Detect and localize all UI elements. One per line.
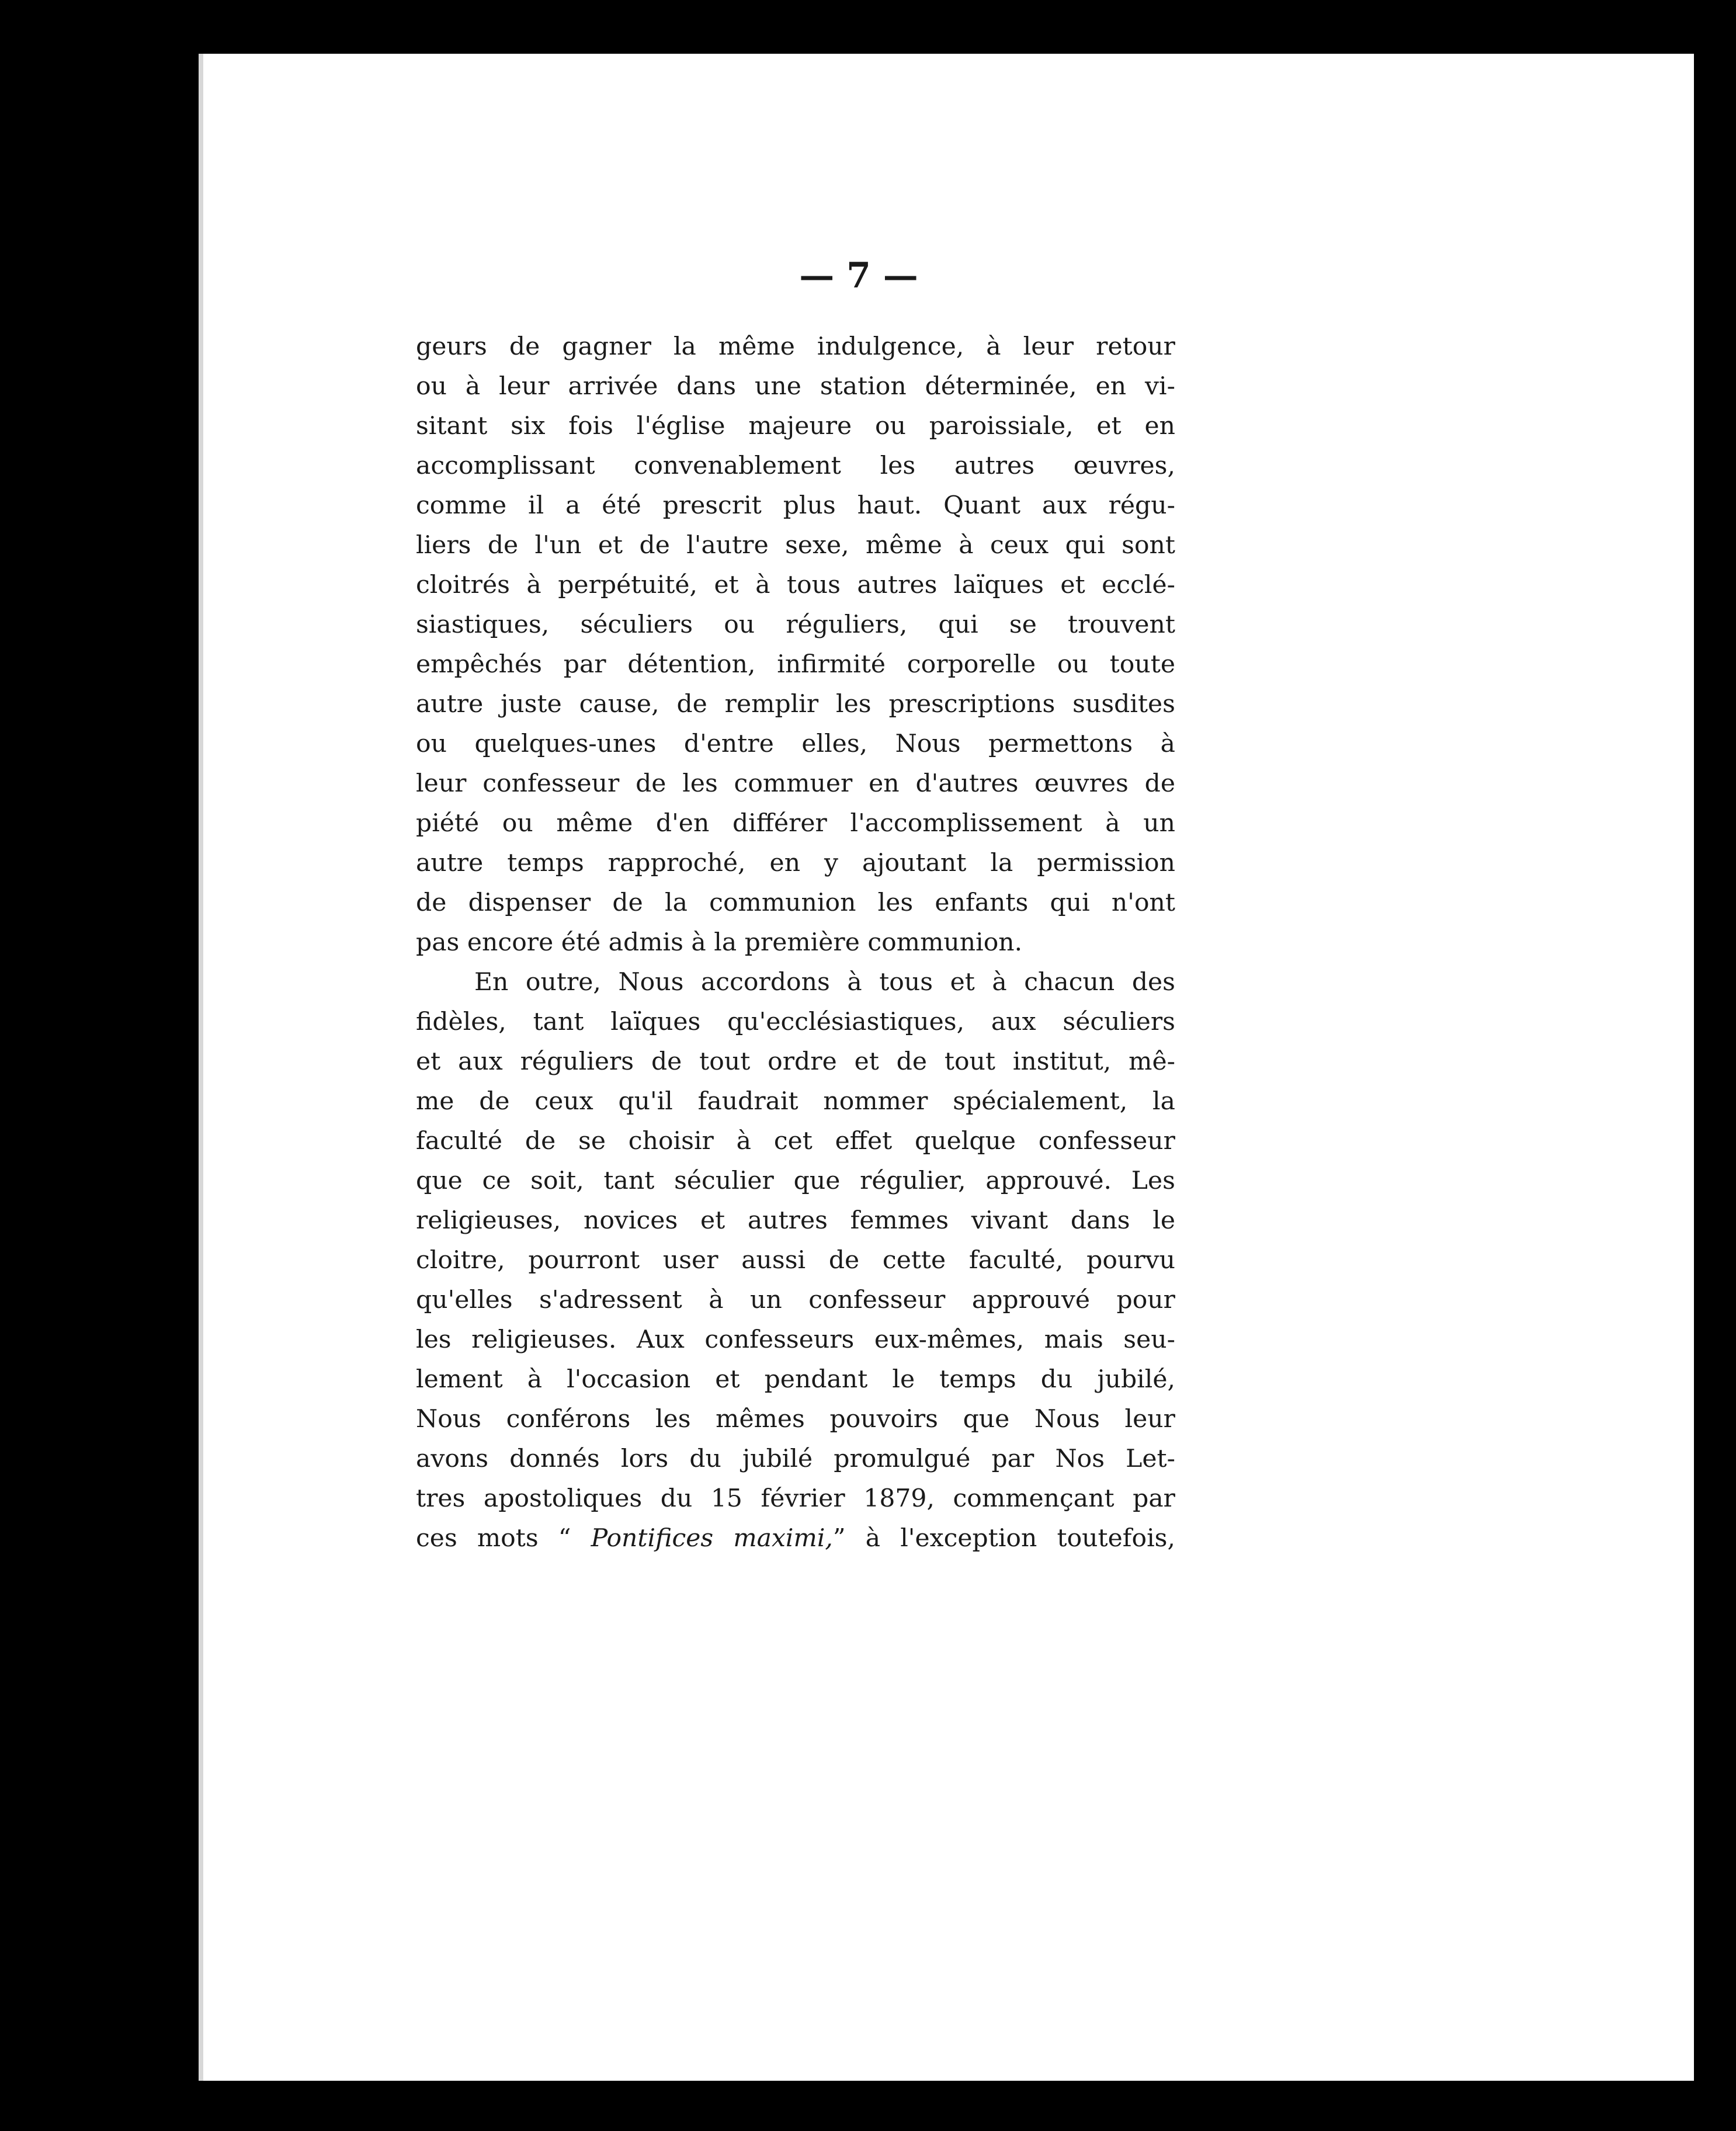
text-line: empêchés par détention, infirmité corporelle ou toute	[416, 650, 1175, 679]
text-line: accomplissant convenablement les autres œuvres,	[416, 452, 1175, 480]
text-line: de dispenser de la communion les enfants qui n'ont	[416, 889, 1175, 917]
page-number: — 7 —	[799, 255, 918, 296]
paragraph-2	[416, 963, 1175, 1559]
text-line: pas encore été admis à la première communion.	[416, 928, 1023, 957]
body-text	[416, 327, 1175, 1559]
text-line: tres apostoliques du 15 février 1879, commençant par	[416, 1484, 1175, 1513]
text-line: autre temps rapproché, en y ajoutant la permission	[416, 849, 1175, 877]
text-line: siastiques, séculiers ou réguliers, qui se trouvent	[416, 610, 1175, 639]
text-line: cloitre, pourront user aussi de cette faculté, pourvu	[416, 1246, 1175, 1275]
page-edge	[199, 54, 203, 2081]
text-line: liers de l'un et de l'autre sexe, même à ceux qui sont	[416, 531, 1175, 560]
text-line: qu'elles s'adressent à un confesseur approuvé pour	[416, 1286, 1175, 1314]
text-run: ces mots “	[416, 1524, 591, 1553]
text-line: Nous conférons les mêmes pouvoirs que Nous leur	[416, 1405, 1175, 1434]
text-line: que ce soit, tant séculier que régulier, approuvé. Les	[416, 1167, 1175, 1195]
text-line: et aux réguliers de tout ordre et de tout institut, mê-	[416, 1047, 1175, 1076]
text-line: avons donnés lors du jubilé promulgué par Nos Let-	[416, 1445, 1175, 1473]
paragraph-1	[416, 327, 1175, 963]
text-line: ou à leur arrivée dans une station déterminée, en vi-	[416, 372, 1175, 401]
text-line: ou quelques-unes d'entre elles, Nous permettons à	[416, 730, 1175, 758]
text-line: religieuses, novices et autres femmes vivant dans le	[416, 1206, 1175, 1235]
document-page	[199, 54, 1694, 2081]
text-line: faculté de se choisir à cet effet quelque confesseur	[416, 1127, 1175, 1155]
text-line: leur confesseur de les commuer en d'autres œuvres de	[416, 769, 1175, 798]
text-line: comme il a été prescrit plus haut. Quant aux régu-	[416, 491, 1175, 520]
text-line: lement à l'occasion et pendant le temps du jubilé,	[416, 1365, 1175, 1394]
text-run: ” à l'exception toutefois,	[832, 1524, 1175, 1553]
text-line: me de ceux qu'il faudrait nommer spécialement, la	[416, 1087, 1175, 1116]
text-line: geurs de gagner la même indulgence, à leur retour	[416, 332, 1175, 361]
text-line: En outre, Nous accordons à tous et à chacun des	[474, 968, 1175, 997]
text-line: piété ou même d'en différer l'accomplissement à un	[416, 809, 1175, 838]
text-line: fidèles, tant laïques qu'ecclésiastiques, aux séculiers	[416, 1008, 1175, 1036]
text-line: autre juste cause, de remplir les prescriptions susdites	[416, 690, 1175, 719]
text-line-last	[416, 1519, 1175, 1559]
text-line: cloitrés à perpétuité, et à tous autres laïques et ecclé-	[416, 571, 1175, 599]
text-line: les religieuses. Aux confesseurs eux-mêmes, mais seu-	[416, 1325, 1175, 1354]
italic-quote: Pontifices maximi,	[591, 1524, 833, 1553]
text-line: sitant six fois l'église majeure ou paroissiale, et en	[416, 412, 1175, 440]
